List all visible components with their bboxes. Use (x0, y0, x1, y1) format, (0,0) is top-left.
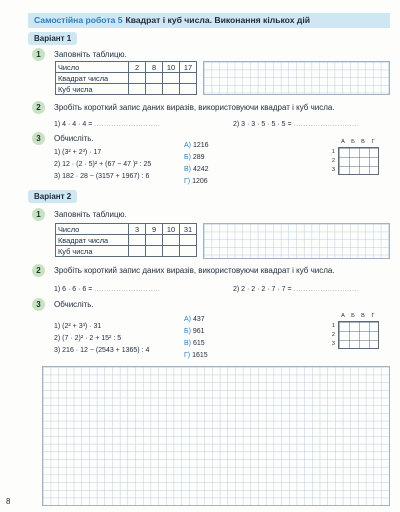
task-number-badge: 3 (32, 132, 45, 145)
matching-row-number: 1 (331, 323, 335, 329)
answer-cell[interactable] (163, 73, 180, 84)
task-number-badge: 1 (32, 48, 45, 61)
task-number-badge: 3 (32, 298, 45, 311)
table-cell: 3 (129, 224, 146, 235)
matching-cells[interactable] (338, 321, 379, 349)
answer-cell[interactable] (146, 73, 163, 84)
matching-row-number: 2 (331, 332, 335, 338)
expression-line: 2) (7 · 2)² · 2 + 15² : 5 (54, 335, 122, 342)
table-row (56, 224, 197, 235)
fill-table-variant-1 (55, 61, 197, 95)
table-row (56, 62, 197, 73)
squared-work-area[interactable] (203, 223, 390, 259)
table-row (56, 84, 197, 95)
answer-blank[interactable]: ........................... (293, 286, 360, 293)
expression-line: 1) 4 · 4 · 4 = ........................... (54, 121, 161, 128)
answer-option: Б) 289 (184, 154, 205, 161)
answer-matching-grid (330, 313, 385, 353)
matching-header: А Б В Г (341, 139, 375, 145)
answer-cell[interactable] (146, 246, 163, 257)
table-cell: 10 (163, 62, 180, 73)
answer-cell[interactable] (146, 84, 163, 95)
answer-option: Г) 1615 (184, 352, 208, 359)
answer-cell[interactable] (129, 84, 146, 95)
table-row (56, 73, 197, 84)
expression-line: 2) 2 · 2 · 2 · 7 · 7 = ........................... (233, 286, 360, 293)
table-row-label: Куб числа (56, 246, 129, 257)
table-cell: 8 (146, 62, 163, 73)
matching-row-number: 3 (331, 341, 335, 347)
worksheet-header (28, 13, 390, 28)
answer-blank[interactable]: ........................... (94, 286, 161, 293)
table-row-label: Число (56, 62, 129, 73)
expression-line: 1) 6 · 6 · 6 = ........................... (54, 286, 161, 293)
fill-table-variant-2 (55, 223, 197, 257)
answer-matching-grid (330, 139, 385, 179)
worksheet-subtitle: Квадрат і куб числа. Виконання кількох дій (125, 15, 311, 25)
expression-line: 2) 3 · 3 · 5 · 5 · 5 = ........................... (233, 121, 360, 128)
answer-cell[interactable] (129, 73, 146, 84)
expression-line: 3) 216 · 12 − (2543 + 1365) : 4 (54, 347, 150, 354)
expression-line: 3) 182 · 28 − (3157 + 1967) : 6 (54, 173, 150, 180)
squared-work-area[interactable] (42, 366, 390, 506)
table-row-label: Число (56, 224, 129, 235)
task-instruction: Зробіть короткий запис даних виразів, використовуючи квадрат і куб числа. (54, 266, 335, 275)
task-instruction: Заповніть таблицю. (54, 50, 127, 59)
squared-work-area[interactable] (203, 61, 390, 95)
answer-option: А) 1216 (184, 142, 209, 149)
variant-2-label: Варіант 2 (28, 190, 77, 203)
matching-row-number: 1 (331, 149, 335, 155)
answer-option: Г) 1206 (184, 178, 208, 185)
answer-option: В) 615 (184, 340, 205, 347)
answer-blank[interactable]: ........................... (94, 121, 161, 128)
table-cell: 9 (146, 224, 163, 235)
table-row-label: Квадрат числа (56, 235, 129, 246)
table-row-label: Квадрат числа (56, 73, 129, 84)
table-cell: 2 (129, 62, 146, 73)
matching-cells[interactable] (338, 147, 379, 175)
task-number-badge: 1 (32, 208, 45, 221)
table-row (56, 235, 197, 246)
answer-cell[interactable] (163, 246, 180, 257)
table-cell: 31 (180, 224, 197, 235)
answer-cell[interactable] (129, 246, 146, 257)
matching-row-number: 3 (331, 167, 335, 173)
task-instruction: Обчисліть. (54, 300, 94, 309)
answer-cell[interactable] (163, 84, 180, 95)
expression-line: 2) 12 · (2 · 5)² + (67 − 47 )² : 25 (54, 161, 152, 168)
answer-cell[interactable] (180, 84, 197, 95)
page-number: 8 (6, 497, 11, 506)
answer-option: Б) 961 (184, 328, 205, 335)
matching-header: А Б В Г (341, 313, 375, 319)
answer-option: В) 4242 (184, 166, 209, 173)
variant-1-label: Варіант 1 (28, 32, 77, 45)
task-instruction: Заповніть таблицю. (54, 210, 127, 219)
table-row-label: Куб числа (56, 84, 129, 95)
worksheet-title: Самостійна робота 5 Квадрат і куб числа. Виконання кількох дій (34, 15, 311, 25)
table-row (56, 246, 197, 257)
answer-blank[interactable]: ........................... (293, 121, 360, 128)
answer-cell[interactable] (129, 235, 146, 246)
answer-option: А) 437 (184, 316, 205, 323)
matching-row-number: 2 (331, 158, 335, 164)
table-cell: 10 (163, 224, 180, 235)
expression-line: 1) (2² + 3³) · 31 (54, 323, 102, 330)
table-cell: 17 (180, 62, 197, 73)
task-instruction: Обчисліть. (54, 134, 94, 143)
expression-line: 1) (3² + 2³) · 17 (54, 149, 102, 156)
answer-cell[interactable] (180, 235, 197, 246)
answer-cell[interactable] (180, 73, 197, 84)
task-number-badge: 2 (32, 101, 45, 114)
task-instruction: Зробіть короткий запис даних виразів, використовуючи квадрат і куб числа. (54, 103, 335, 112)
answer-cell[interactable] (180, 246, 197, 257)
answer-cell[interactable] (146, 235, 163, 246)
answer-cell[interactable] (163, 235, 180, 246)
task-number-badge: 2 (32, 264, 45, 277)
